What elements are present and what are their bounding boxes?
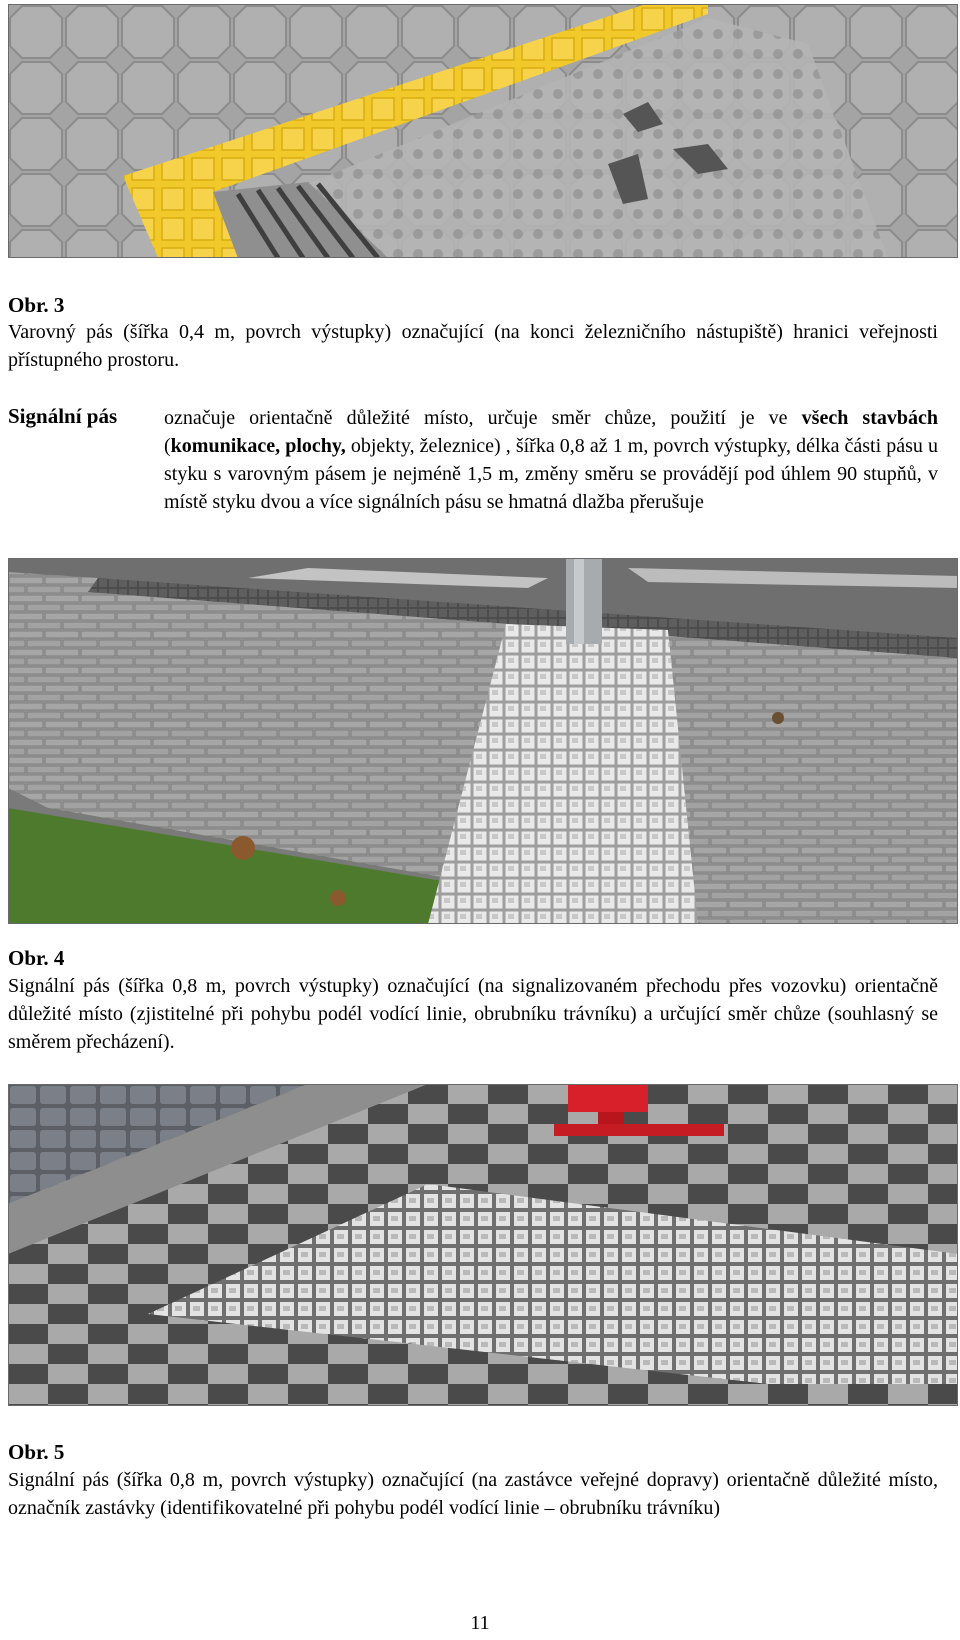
definition-part-2: (: [164, 435, 171, 457]
figure-3-title: Obr. 3: [8, 293, 65, 317]
definition-part-1: označuje orientačně důležité místo, určuje směr chůze, použití je ve: [164, 407, 802, 429]
figure-5-title: Obr. 5: [8, 1440, 65, 1464]
definition-text: [164, 404, 938, 516]
definition-part-3: objekty, železnice) , šířka 0,8 až 1 m, povrch výstupky, délka části pásu u styku s varovným pásem je nejméně 1,5 m, změny směru se provádějí pod úhlem 90 stupňů, v místě styku dvou a více signálních pásu se hmatná dlažba přerušuje: [164, 435, 938, 513]
figure-4-caption: Signální pás (šířka 0,8 m, povrch výstupky) označující (na signalizovaném přechodu přes vozovku) orientačně důležité místo (zjistitelné při pohybu podél vodící linie, obrubníku trávníku) a určující směr chůze (souhlasný se směrem přecházení).: [8, 975, 938, 1053]
definition-bold-1: všech stavbách: [801, 407, 939, 429]
photo-signal-strip-crossing: [8, 558, 958, 924]
definition-bold-2: komunikace, plochy,: [170, 435, 346, 457]
figure-3-caption: Varovný pás (šířka 0,4 m, povrch výstupky) označující (na konci železničního nástupiště) hranici veřejnosti přístupného prostoru.: [8, 321, 938, 371]
figure-4-title: Obr. 4: [8, 946, 65, 970]
definition-term: Signální pás: [8, 404, 118, 428]
figure-5-caption: Signální pás (šířka 0,8 m, povrch výstupky) označující (na zastávce veřejné dopravy) orientačně důležité místo, označník zastávky (identifikovatelné při pohybu podél vodící linie – obrubníku trávníku): [8, 1469, 938, 1519]
photo-signal-strip-stop: [8, 1084, 958, 1406]
photo-warning-strip-platform: [8, 4, 958, 258]
page-number: 11: [470, 1612, 490, 1634]
